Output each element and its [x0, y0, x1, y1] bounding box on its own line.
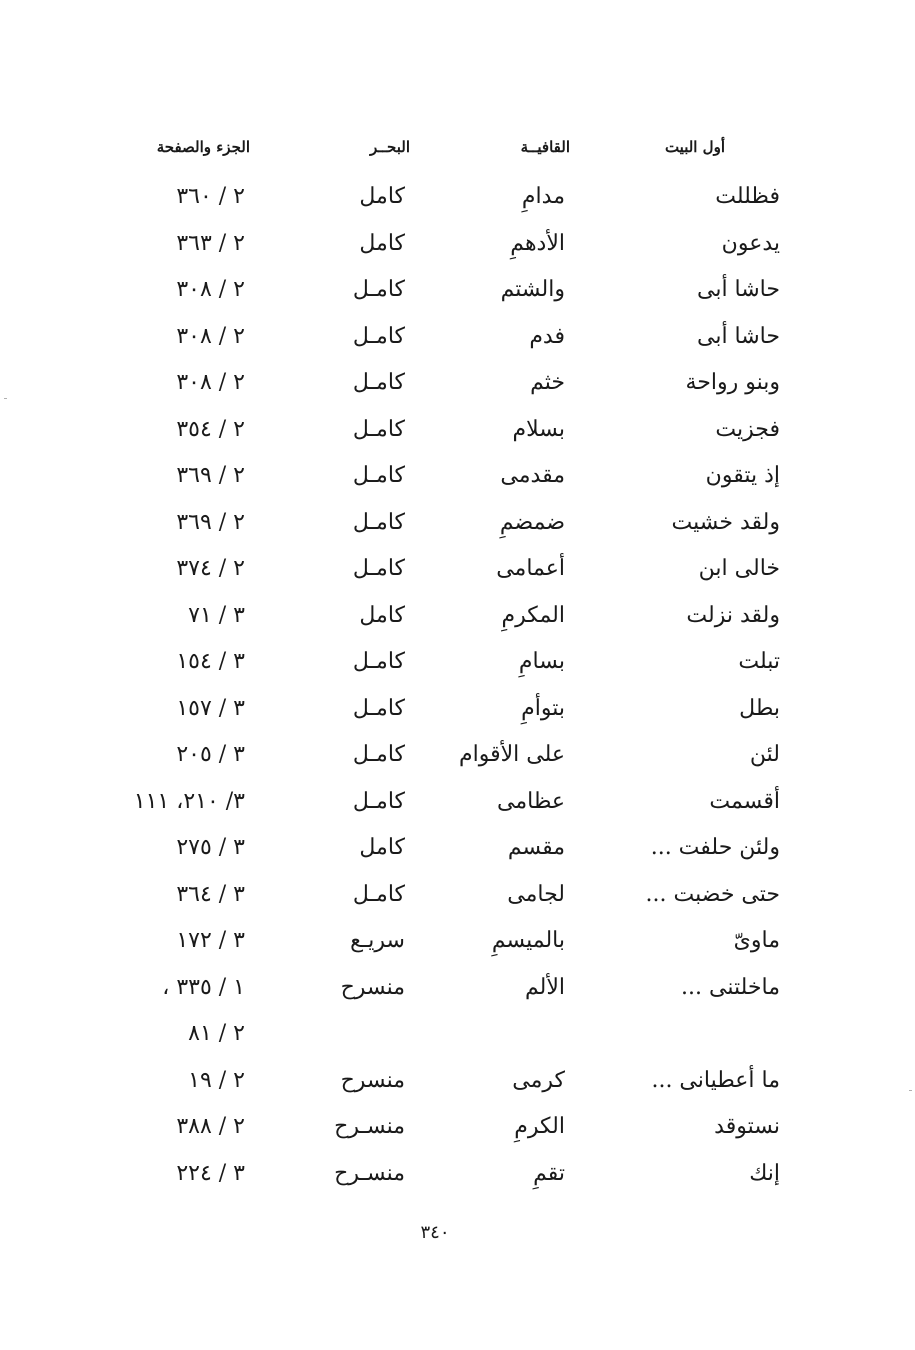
table-row	[100, 1019, 790, 1066]
meter-cell: كامـل	[352, 556, 405, 581]
first-line-cell: ولقد نزلت	[686, 602, 780, 628]
volume-page-cell: ١ / ٣٣٥ ،	[162, 974, 245, 1000]
meter-cell: منسرح	[340, 974, 405, 1000]
rhyme-cell: أعمامى	[496, 556, 565, 581]
table-row	[100, 694, 790, 741]
table-row	[100, 275, 790, 322]
margin-mark	[909, 1090, 912, 1091]
meter-cell: كامل	[359, 835, 405, 860]
meter-cell: منسرح	[340, 1067, 405, 1093]
volume-page-cell: ٢ / ٣٦٠	[176, 184, 245, 209]
first-line-cell: ولئن حلفت ...	[650, 835, 780, 860]
rhyme-cell: على الأقوام	[458, 742, 565, 767]
first-line-cell: حاشا أبى	[696, 323, 780, 349]
volume-page-cell: ٣ / ٧١	[188, 602, 245, 628]
volume-page-cell: ٣ / ٢٧٥	[176, 835, 245, 860]
volume-page-cell: ٣/ ٢١٠، ١١١	[133, 788, 245, 814]
table-row	[100, 926, 790, 973]
header-first-line: أول البيت	[664, 138, 725, 156]
meter-cell: كامـل	[352, 742, 405, 767]
meter-cell: كامـل	[352, 463, 405, 488]
rhyme-cell: بالميسمِ	[491, 928, 565, 953]
meter-cell: كامـل	[352, 416, 405, 442]
first-line-cell: خالى ابن	[698, 556, 780, 581]
volume-page-cell: ٢ / ١٩	[188, 1067, 245, 1093]
table-row	[100, 601, 790, 648]
first-line-cell: حتى خضبت ...	[645, 881, 780, 907]
table-row	[100, 322, 790, 369]
volume-page-cell: ٢ / ٣٠٨	[176, 370, 245, 395]
volume-page-cell: ٢ / ٨١	[188, 1021, 245, 1046]
meter-cell: كامـل	[352, 649, 405, 674]
volume-page-cell: ٢ / ٣٦٩	[176, 509, 245, 535]
meter-cell: كامـل	[352, 881, 405, 907]
margin-mark	[4, 398, 7, 399]
rhyme-cell: عظامى	[497, 788, 565, 814]
table-row	[100, 415, 790, 462]
first-line-cell: حاشا أبى	[696, 277, 780, 302]
first-line-cell: تبلت	[738, 649, 780, 674]
meter-cell: كامل	[359, 230, 405, 256]
table-row	[100, 833, 790, 880]
volume-page-cell: ٣ / ١٥٤	[176, 649, 245, 674]
table-row	[100, 647, 790, 694]
volume-page-cell: ٢ / ٣٨٨	[176, 1114, 245, 1139]
meter-cell: منسـرح	[334, 1160, 405, 1186]
first-line-cell: ماخلتنى ...	[681, 974, 780, 1000]
first-line-cell: نستوقد	[714, 1114, 780, 1139]
rhyme-cell: الألم	[524, 974, 565, 1000]
rhyme-cell: كرمى	[512, 1067, 565, 1093]
verse-index-table	[100, 132, 790, 1205]
table-row	[100, 461, 790, 508]
meter-cell: كامل	[359, 184, 405, 209]
rhyme-cell: بسلام	[512, 416, 565, 442]
rhyme-cell: بتوأمِ	[521, 695, 565, 721]
table-row	[100, 368, 790, 415]
table-row	[100, 182, 790, 229]
rhyme-cell: ضمضمِ	[499, 509, 565, 535]
first-line-cell: أقسمت	[709, 788, 780, 814]
table-row	[100, 973, 790, 1020]
first-line-cell: يدعون	[721, 230, 780, 256]
table-row	[100, 787, 790, 834]
rhyme-cell: تقمِ	[533, 1160, 565, 1186]
table-row	[100, 508, 790, 555]
rhyme-cell: المكرمِ	[501, 602, 565, 628]
rhyme-cell: بسامِ	[518, 649, 565, 674]
table-row	[100, 1112, 790, 1159]
meter-cell: كامـل	[352, 323, 405, 349]
volume-page-cell: ٢ / ٣٠٨	[176, 323, 245, 349]
header-meter: البحــر	[369, 138, 410, 156]
meter-cell: كامـل	[352, 370, 405, 395]
first-line-cell: ما أعطيانى ...	[651, 1067, 780, 1093]
meter-cell: سريـع	[350, 928, 405, 953]
rhyme-cell: لجامى	[507, 881, 565, 907]
table-header	[100, 132, 790, 182]
first-line-cell: فظللت	[715, 184, 780, 209]
table-row	[100, 880, 790, 927]
meter-cell: كامـل	[352, 695, 405, 721]
first-line-cell: لئن	[749, 742, 780, 767]
rhyme-cell: مقدمى	[500, 463, 565, 488]
meter-cell: منسـرح	[334, 1114, 405, 1139]
rhyme-cell: فدم	[529, 323, 565, 349]
page-number: ٣٤٠	[420, 1222, 450, 1243]
volume-page-cell: ٣ / ١٥٧	[176, 695, 245, 721]
meter-cell: كامـل	[352, 509, 405, 535]
table-row	[100, 1159, 790, 1206]
meter-cell: كامـل	[352, 277, 405, 302]
volume-page-cell: ٣ / ٢٢٤	[176, 1160, 245, 1186]
volume-page-cell: ٣ / ٣٦٤	[176, 881, 245, 907]
first-line-cell: ولقد خشيت	[671, 509, 780, 535]
volume-page-cell: ٣ / ٢٠٥	[176, 742, 245, 767]
rhyme-cell: الكرمِ	[514, 1114, 565, 1139]
volume-page-cell: ٢ / ٣٦٣	[176, 230, 245, 256]
first-line-cell: بطل	[739, 695, 780, 721]
rhyme-cell: الأدهمِ	[510, 230, 565, 256]
volume-page-cell: ٢ / ٣٠٨	[176, 277, 245, 302]
rhyme-cell: مقسم	[507, 835, 565, 860]
rhyme-cell: والشتم	[500, 277, 565, 302]
table-row	[100, 229, 790, 276]
meter-cell: كامـل	[352, 788, 405, 814]
first-line-cell: فجزيت	[715, 416, 780, 442]
first-line-cell: إذ يتقون	[705, 463, 780, 488]
volume-page-cell: ٢ / ٣٥٤	[176, 416, 245, 442]
header-volume-page: الجزء والصفحة	[156, 138, 250, 156]
table-row	[100, 740, 790, 787]
table-body	[100, 182, 790, 1205]
volume-page-cell: ٣ / ١٧٢	[176, 928, 245, 953]
table-row	[100, 554, 790, 601]
first-line-cell: وبنو رواحة	[685, 370, 780, 395]
volume-page-cell: ٢ / ٣٧٤	[176, 556, 245, 581]
table-row	[100, 1066, 790, 1113]
rhyme-cell: خثم	[530, 370, 565, 395]
first-line-cell: إنك	[749, 1160, 780, 1186]
meter-cell: كامل	[359, 602, 405, 628]
rhyme-cell: مدامِ	[521, 184, 565, 209]
volume-page-cell: ٢ / ٣٦٩	[176, 463, 245, 488]
first-line-cell: ماوىّ	[733, 928, 780, 953]
header-rhyme: القافيــة	[520, 138, 570, 156]
